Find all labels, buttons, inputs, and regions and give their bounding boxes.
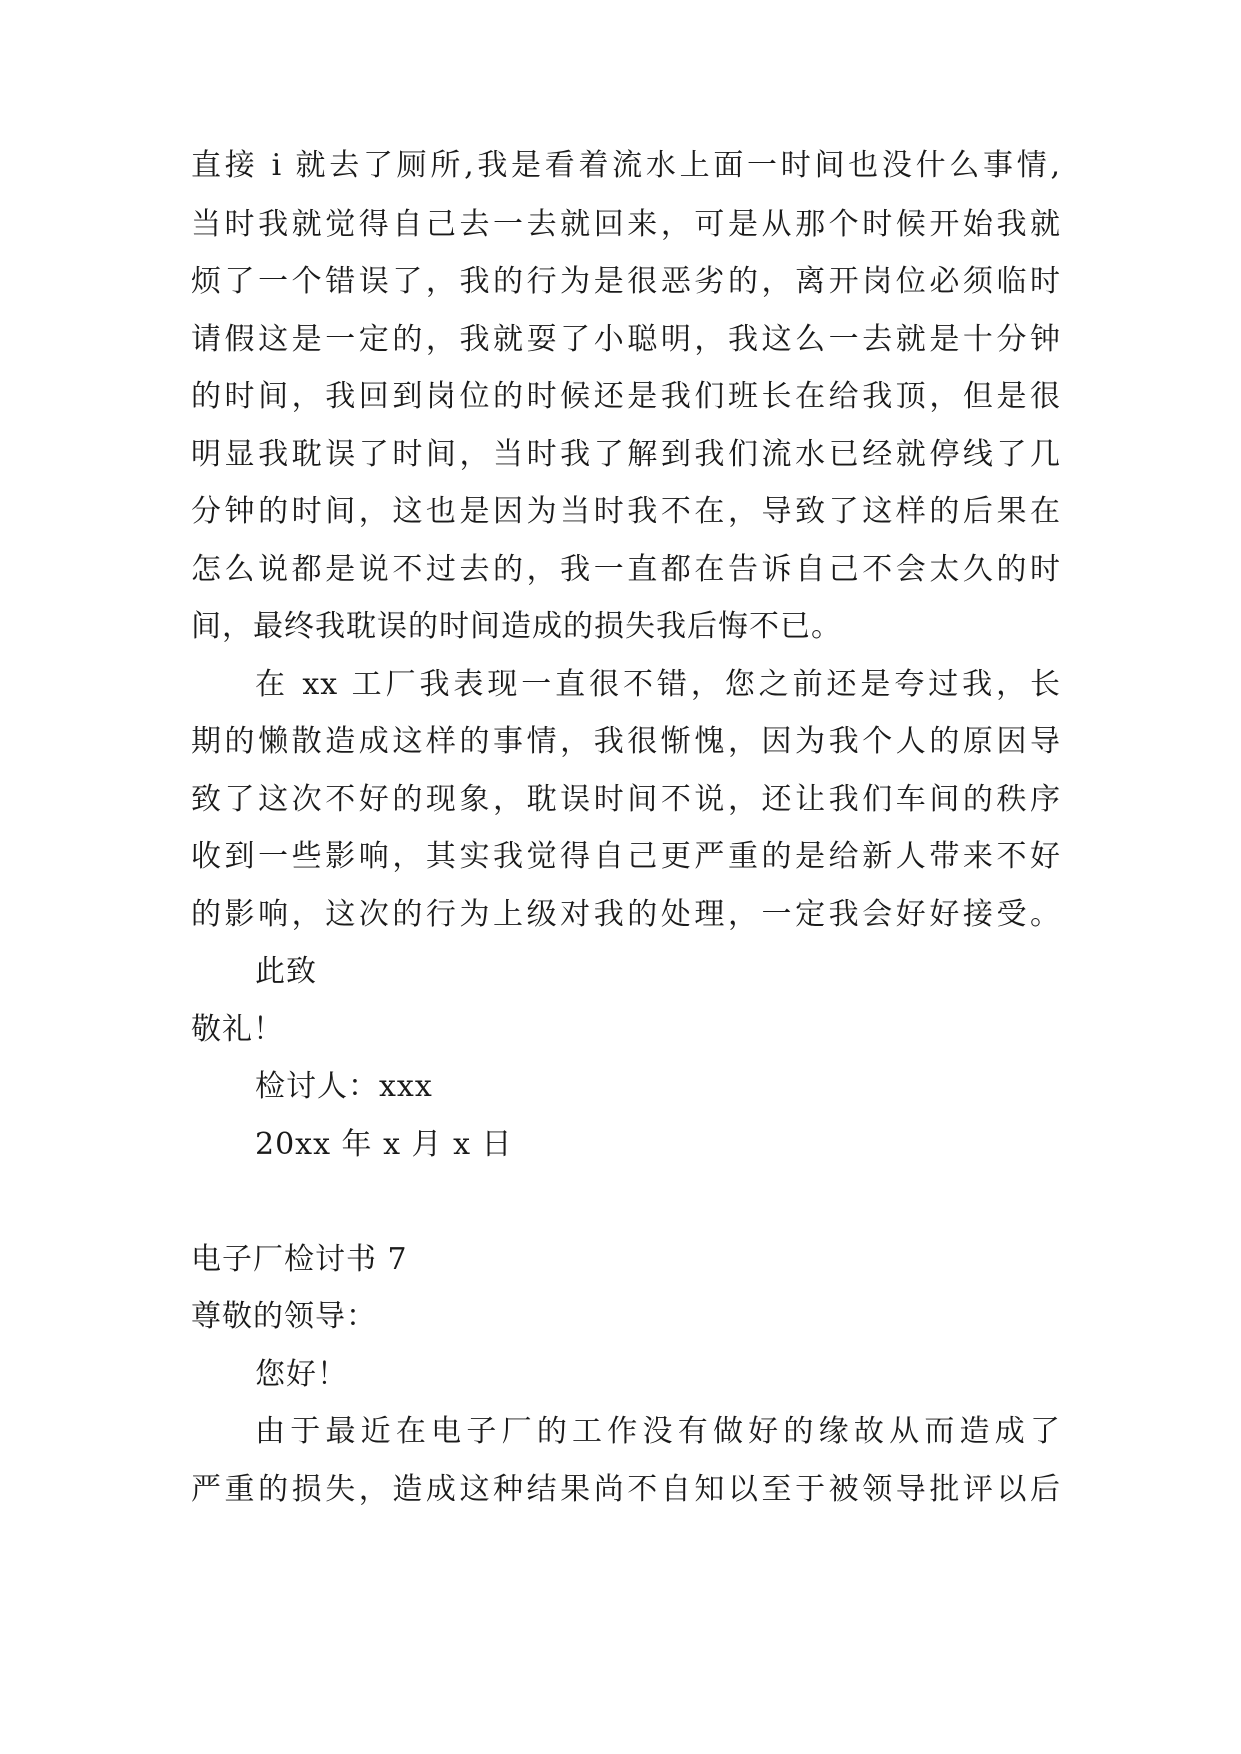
- paragraph-line: 怎么说都是说不过去的，我一直都在告诉自己不会太久的时: [191, 552, 1061, 587]
- paragraph-line: 直接 i 就去了厕所,我是看着流水上面一时间也没什么事情,: [191, 148, 1061, 183]
- paragraph-line: 烦了一个错误了，我的行为是很恶劣的，离开岗位必须临时: [191, 264, 1061, 299]
- paragraph-line: 明显我耽误了时间，当时我了解到我们流水已经就停线了几: [191, 437, 1061, 472]
- paragraph-line: 请假这是一定的，我就耍了小聪明，我这么一去就是十分钟: [191, 322, 1061, 357]
- signer: 检讨人：xxx: [255, 1069, 433, 1104]
- paragraph-line: 严重的损失，造成这种结果尚不自知以至于被领导批评以后: [191, 1472, 1061, 1507]
- paragraph-line: 分钟的时间，这也是因为当时我不在，导致了这样的后果在: [191, 494, 1061, 529]
- paragraph-line: 当时我就觉得自己去一去就回来，可是从那个时候开始我就: [191, 207, 1061, 242]
- greeting: 您好！: [255, 1357, 348, 1392]
- paragraph-line: 的影响，这次的行为上级对我的处理，一定我会好好接受。: [191, 897, 1061, 932]
- paragraph-line: 期的懒散造成这样的事情，我很惭愧，因为我个人的原因导: [191, 724, 1061, 759]
- date: 20xx 年 x 月 x 日: [255, 1127, 513, 1162]
- paragraph-line: 收到一些影响，其实我觉得自己更严重的是给新人带来不好: [191, 839, 1061, 874]
- paragraph-line: 间，最终我耽误的时间造成的损失我后悔不已。: [191, 609, 842, 644]
- salutation-respect: 敬礼！: [191, 1012, 284, 1047]
- section-title: 电子厂检讨书 7: [191, 1242, 408, 1277]
- paragraph-line: 由于最近在电子厂的工作没有做好的缘故从而造成了: [255, 1414, 1061, 1449]
- paragraph-line: 致了这次不好的现象，耽误时间不说，还让我们车间的秩序: [191, 782, 1061, 817]
- salutation: 此致: [255, 954, 317, 989]
- paragraph-line: 在 xx 工厂我表现一直很不错，您之前还是夸过我，长: [255, 667, 1061, 702]
- recipient: 尊敬的领导：: [191, 1299, 377, 1334]
- paragraph-line: 的时间，我回到岗位的时候还是我们班长在给我顶，但是很: [191, 379, 1061, 414]
